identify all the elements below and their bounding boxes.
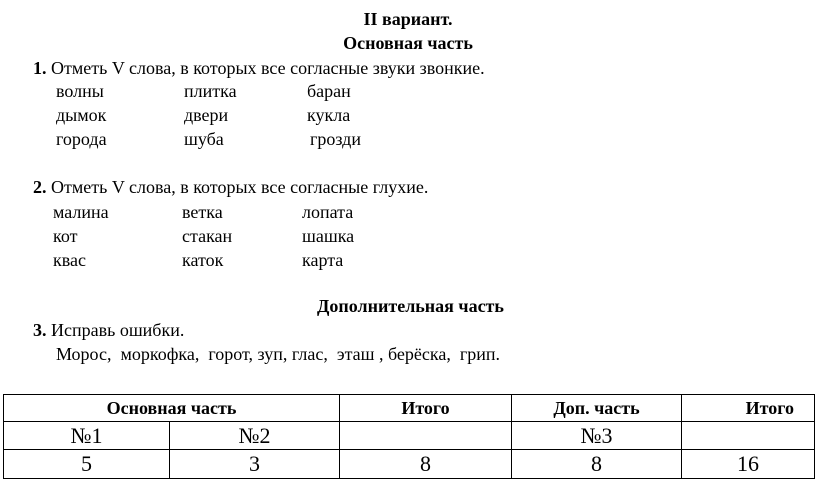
points-cell: 3 [170, 450, 340, 479]
task2-word: ветка [182, 202, 223, 222]
task1-number: 1. [33, 58, 47, 78]
task1-word: баран [307, 81, 351, 101]
header-total-1: Итого [340, 395, 512, 422]
task2-word: шашка [302, 226, 355, 246]
task2-word: стакан [182, 226, 233, 246]
task2-line [33, 176, 428, 198]
points-cell: 16 [682, 450, 815, 479]
points-cell: 8 [512, 450, 682, 479]
score-task-row [4, 422, 815, 450]
task-cell: №2 [170, 422, 340, 450]
task-cell: №1 [4, 422, 170, 450]
task-cell [682, 422, 815, 450]
task1-word: дымок [56, 105, 107, 125]
header-extra-part: Доп. часть [512, 395, 682, 422]
score-header-row [4, 395, 815, 422]
header-total-2: Итого [682, 395, 815, 422]
task-cell: №3 [512, 422, 682, 450]
task2-word: карта [302, 250, 344, 270]
task2-word: лопата [302, 202, 354, 222]
task1-word: плитка [184, 81, 237, 101]
task1-word: шуба [184, 129, 224, 149]
header-main-part: Основная часть [4, 395, 340, 422]
task1-word: грозди [310, 129, 361, 149]
task1-word: города [56, 129, 107, 149]
score-points-row [4, 450, 815, 479]
score-table [3, 394, 815, 479]
task3-text: Исправь ошибки. [46, 320, 185, 340]
task1-word: кукла [307, 105, 351, 125]
task2-word: квас [53, 250, 86, 270]
task2-word: малина [53, 202, 109, 222]
task1-word: двери [184, 105, 229, 125]
points-cell: 5 [4, 450, 170, 479]
points-cell: 8 [340, 450, 512, 479]
task-cell [340, 422, 512, 450]
main-section-title: Основная часть [343, 33, 473, 53]
task2-number: 2. [33, 177, 47, 197]
task3-sentence: Морос, моркофка, горот, зуп, глас, эташ , берёска, грип. [56, 344, 501, 364]
variant-title: II вариант. [363, 9, 453, 29]
task1-line [33, 57, 485, 79]
task3-number: 3. [33, 320, 47, 340]
task2-text: Отметь V слова, в которых все согласные глухие. [46, 177, 429, 197]
task1-text: Отметь V слова, в которых все согласные звуки звонкие. [46, 58, 485, 78]
task3-line [33, 319, 184, 341]
extra-section-title: Дополнительная часть [317, 296, 504, 316]
task2-word: кот [53, 226, 78, 246]
task1-word: волны [56, 81, 104, 101]
task2-word: каток [182, 250, 224, 270]
